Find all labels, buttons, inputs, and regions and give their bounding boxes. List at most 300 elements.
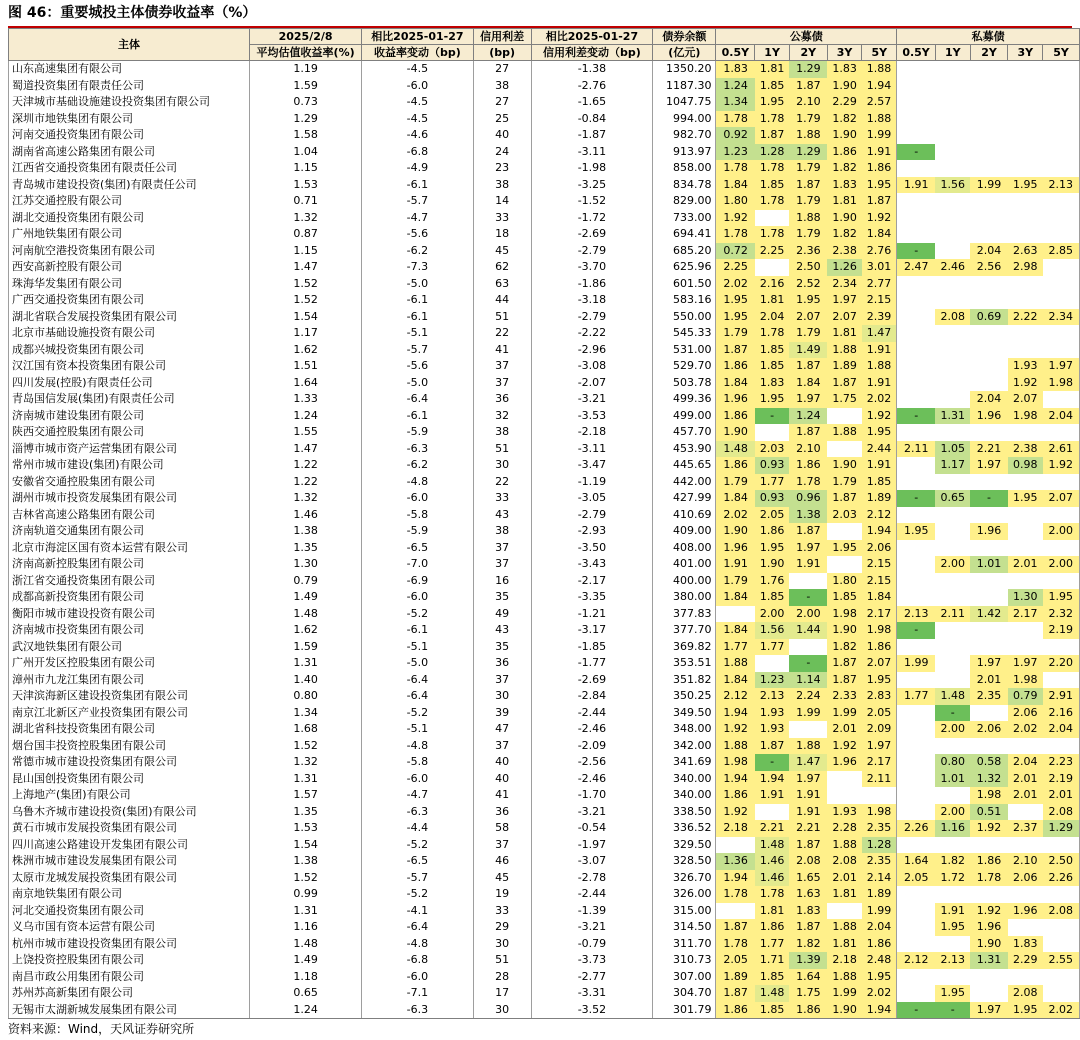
public-yield-0_5y-cell: 2.25 [716, 259, 755, 276]
public-yield-1y-cell: 1.85 [755, 1002, 790, 1019]
public-yield-3y-cell: 1.81 [827, 936, 862, 953]
spread-change-cell: -0.84 [531, 111, 652, 128]
credit-spread-cell: 38 [473, 177, 531, 194]
private-yield-5y-cell [1043, 639, 1080, 656]
private-yield-1y-cell: 2.08 [935, 309, 970, 326]
avg-yield-cell: 1.48 [249, 606, 361, 623]
avg-yield-cell: 1.35 [249, 540, 361, 557]
bond-balance-cell: 733.00 [653, 210, 716, 227]
bond-balance-cell: 342.00 [653, 738, 716, 755]
public-yield-5y-cell: 1.91 [862, 375, 897, 392]
private-yield-3y-cell [1008, 94, 1043, 111]
entity-name-cell: 天津滨海新区建设投资集团有限公司 [9, 688, 250, 705]
credit-spread-cell: 41 [473, 342, 531, 359]
avg-yield-cell: 1.17 [249, 325, 361, 342]
private-yield-0_5y-cell [897, 639, 936, 656]
credit-spread-cell: 30 [473, 457, 531, 474]
public-yield-5y-cell: 2.35 [862, 820, 897, 837]
public-yield-0_5y-cell: 2.02 [716, 276, 755, 293]
credit-spread-cell: 38 [473, 424, 531, 441]
private-yield-2y-cell [970, 969, 1008, 986]
public-yield-2y-cell: 1.87 [789, 358, 827, 375]
entity-name-cell: 常州市城市建设(集团)有限公司 [9, 457, 250, 474]
bond-balance-cell: 453.90 [653, 441, 716, 458]
public-yield-3y-cell: 1.90 [827, 210, 862, 227]
public-yield-1y-cell: 2.03 [755, 441, 790, 458]
header-yield-date: 2025/2/8 [249, 29, 361, 45]
public-yield-1y-cell: 1.94 [755, 771, 790, 788]
public-yield-2y-cell: 1.64 [789, 969, 827, 986]
spread-change-cell: -1.38 [531, 61, 652, 78]
private-yield-3y-cell: 2.06 [1008, 705, 1043, 722]
private-yield-2y-cell [970, 985, 1008, 1002]
yield-change-cell: -6.1 [362, 309, 473, 326]
private-yield-1y-cell: 2.11 [935, 606, 970, 623]
public-yield-3y-cell: 2.38 [827, 243, 862, 260]
credit-spread-cell: 19 [473, 886, 531, 903]
public-yield-1y-cell: 1.87 [755, 127, 790, 144]
private-yield-3y-cell: 2.10 [1008, 853, 1043, 870]
private-yield-3y-cell [1008, 507, 1043, 524]
private-yield-2y-cell [970, 276, 1008, 293]
public-yield-0_5y-cell: 1.88 [716, 655, 755, 672]
public-yield-2y-cell: 1.86 [789, 1002, 827, 1019]
public-yield-0_5y-cell: 1.88 [716, 738, 755, 755]
spread-change-cell: -2.07 [531, 375, 652, 392]
public-yield-1y-cell: 1.95 [755, 391, 790, 408]
public-yield-1y-cell: 0.93 [755, 457, 790, 474]
private-yield-3y-cell [1008, 474, 1043, 491]
public-yield-0_5y-cell: 1.24 [716, 78, 755, 95]
public-yield-2y-cell: 1.44 [789, 622, 827, 639]
private-yield-5y-cell: 2.01 [1043, 787, 1080, 804]
credit-spread-cell: 36 [473, 655, 531, 672]
private-yield-5y-cell [1043, 111, 1080, 128]
private-yield-5y-cell: 2.34 [1043, 309, 1080, 326]
private-yield-5y-cell [1043, 424, 1080, 441]
private-yield-0_5y-cell [897, 226, 936, 243]
entity-name-cell: 河南交通投资集团有限公司 [9, 127, 250, 144]
entity-name-cell: 昆山国创投资集团有限公司 [9, 771, 250, 788]
public-yield-1y-cell: 1.81 [755, 292, 790, 309]
private-yield-0_5y-cell [897, 804, 936, 821]
yield-change-cell: -4.1 [362, 903, 473, 920]
entity-name-cell: 上饶投资控股集团有限公司 [9, 952, 250, 969]
bond-balance-cell: 340.00 [653, 771, 716, 788]
public-yield-5y-cell: 1.92 [862, 210, 897, 227]
private-yield-1y-cell [935, 94, 970, 111]
credit-spread-cell: 51 [473, 952, 531, 969]
public-yield-2y-cell: 1.84 [789, 375, 827, 392]
public-yield-1y-cell: 2.16 [755, 276, 790, 293]
private-yield-5y-cell: 2.16 [1043, 705, 1080, 722]
avg-yield-cell: 1.52 [249, 738, 361, 755]
bond-balance-cell: 328.50 [653, 853, 716, 870]
private-yield-3y-cell [1008, 523, 1043, 540]
private-yield-3y-cell [1008, 919, 1043, 936]
private-yield-2y-cell: 2.04 [970, 243, 1008, 260]
credit-spread-cell: 36 [473, 391, 531, 408]
public-yield-3y-cell: 1.85 [827, 589, 862, 606]
spread-change-cell: -2.44 [531, 886, 652, 903]
public-yield-5y-cell: 1.86 [862, 936, 897, 953]
avg-yield-cell: 1.54 [249, 837, 361, 854]
credit-spread-cell: 18 [473, 226, 531, 243]
public-yield-0_5y-cell [716, 606, 755, 623]
private-yield-2y-cell: 1.90 [970, 936, 1008, 953]
private-yield-5y-cell: 2.20 [1043, 655, 1080, 672]
table-row [9, 243, 1080, 260]
private-yield-3y-cell: 1.93 [1008, 358, 1043, 375]
credit-spread-cell: 27 [473, 94, 531, 111]
public-yield-5y-cell: 2.11 [862, 771, 897, 788]
header-yield-change-label: 收益率变动（bp) [362, 45, 473, 61]
private-yield-2y-cell [970, 78, 1008, 95]
public-yield-0_5y-cell: 1.86 [716, 358, 755, 375]
header-spread-change-label: 信用利差变动（bp) [531, 45, 652, 61]
public-yield-2y-cell: 2.50 [789, 259, 827, 276]
private-yield-0_5y-cell: 1.64 [897, 853, 936, 870]
private-yield-0_5y-cell [897, 754, 936, 771]
header-balance-top: 债券余额 [653, 29, 716, 45]
public-yield-0_5y-cell: 1.84 [716, 177, 755, 194]
private-yield-5y-cell [1043, 259, 1080, 276]
public-yield-1y-cell: 1.85 [755, 78, 790, 95]
avg-yield-cell: 1.24 [249, 408, 361, 425]
private-yield-5y-cell: 2.04 [1043, 408, 1080, 425]
yield-change-cell: -5.2 [362, 606, 473, 623]
public-yield-1y-cell: 2.13 [755, 688, 790, 705]
public-yield-5y-cell: 1.47 [862, 325, 897, 342]
private-yield-0_5y-cell [897, 309, 936, 326]
private-yield-3y-cell [1008, 325, 1043, 342]
table-row [9, 193, 1080, 210]
public-yield-5y-cell: 2.02 [862, 391, 897, 408]
private-yield-1y-cell: 0.80 [935, 754, 970, 771]
yield-change-cell: -6.4 [362, 919, 473, 936]
private-yield-0_5y-cell [897, 342, 936, 359]
yield-change-cell: -6.9 [362, 573, 473, 590]
public-yield-5y-cell: 2.04 [862, 919, 897, 936]
table-row [9, 177, 1080, 194]
table-row [9, 853, 1080, 870]
spread-change-cell: -2.76 [531, 78, 652, 95]
private-yield-0_5y-cell [897, 969, 936, 986]
header-pri-tenor-3: 3Y [1008, 45, 1043, 61]
header-pub-tenor-0: 0.5Y [716, 45, 755, 61]
public-yield-5y-cell: 2.39 [862, 309, 897, 326]
table-row [9, 441, 1080, 458]
table-row [9, 144, 1080, 161]
public-yield-1y-cell: 1.81 [755, 903, 790, 920]
bond-balance-cell: 445.65 [653, 457, 716, 474]
public-yield-2y-cell: 1.29 [789, 61, 827, 78]
public-yield-2y-cell: 1.79 [789, 226, 827, 243]
public-yield-2y-cell: 1.79 [789, 111, 827, 128]
avg-yield-cell: 1.32 [249, 490, 361, 507]
public-yield-5y-cell: 2.09 [862, 721, 897, 738]
header-entity: 主体 [9, 29, 250, 61]
table-row [9, 639, 1080, 656]
public-yield-2y-cell: 1.86 [789, 457, 827, 474]
credit-spread-cell: 43 [473, 622, 531, 639]
private-yield-3y-cell [1008, 804, 1043, 821]
entity-name-cell: 北京市海淀区国有资本运营有限公司 [9, 540, 250, 557]
public-yield-2y-cell: 1.38 [789, 507, 827, 524]
public-yield-5y-cell: 1.95 [862, 424, 897, 441]
spread-change-cell: -3.11 [531, 144, 652, 161]
entity-name-cell: 湖北交通投资集团有限公司 [9, 210, 250, 227]
public-yield-2y-cell: 1.39 [789, 952, 827, 969]
private-yield-1y-cell: - [935, 705, 970, 722]
entity-name-cell: 江西省交通投资集团有限责任公司 [9, 160, 250, 177]
public-yield-3y-cell [827, 787, 862, 804]
public-yield-0_5y-cell: 1.92 [716, 721, 755, 738]
bond-balance-cell: 310.73 [653, 952, 716, 969]
bond-balance-cell: 340.00 [653, 787, 716, 804]
spread-change-cell: -2.79 [531, 507, 652, 524]
private-yield-5y-cell [1043, 969, 1080, 986]
avg-yield-cell: 1.19 [249, 61, 361, 78]
public-yield-3y-cell [827, 523, 862, 540]
entity-name-cell: 成都高新投资集团有限公司 [9, 589, 250, 606]
private-yield-3y-cell [1008, 573, 1043, 590]
credit-spread-cell: 33 [473, 903, 531, 920]
entity-name-cell: 乌鲁木齐城市建设投资(集团)有限公司 [9, 804, 250, 821]
private-yield-1y-cell: 1.56 [935, 177, 970, 194]
private-yield-2y-cell [970, 474, 1008, 491]
private-yield-5y-cell [1043, 325, 1080, 342]
yield-change-cell: -5.6 [362, 226, 473, 243]
public-yield-1y-cell [755, 804, 790, 821]
spread-change-cell: -2.56 [531, 754, 652, 771]
private-yield-2y-cell: - [970, 490, 1008, 507]
private-yield-5y-cell [1043, 474, 1080, 491]
entity-name-cell: 杭州市城市建设投资集团有限公司 [9, 936, 250, 953]
spread-change-cell: -2.46 [531, 771, 652, 788]
private-yield-3y-cell: 2.07 [1008, 391, 1043, 408]
public-yield-3y-cell: 1.99 [827, 705, 862, 722]
public-yield-1y-cell: 1.95 [755, 540, 790, 557]
credit-spread-cell: 51 [473, 441, 531, 458]
private-yield-5y-cell: 1.98 [1043, 375, 1080, 392]
spread-change-cell: -1.87 [531, 127, 652, 144]
yield-change-cell: -4.8 [362, 474, 473, 491]
private-yield-1y-cell [935, 111, 970, 128]
header-pub-tenor-2: 2Y [789, 45, 827, 61]
public-yield-5y-cell: 2.15 [862, 292, 897, 309]
private-yield-2y-cell [970, 424, 1008, 441]
private-yield-0_5y-cell [897, 160, 936, 177]
entity-name-cell: 河北交通投资集团有限公司 [9, 903, 250, 920]
private-yield-1y-cell [935, 738, 970, 755]
public-yield-3y-cell: 1.90 [827, 78, 862, 95]
public-yield-0_5y-cell: 1.78 [716, 160, 755, 177]
public-yield-1y-cell: 1.93 [755, 721, 790, 738]
bond-balance-cell: 341.69 [653, 754, 716, 771]
private-yield-3y-cell [1008, 622, 1043, 639]
private-yield-2y-cell: 1.31 [970, 952, 1008, 969]
credit-spread-cell: 33 [473, 210, 531, 227]
private-yield-3y-cell: 2.17 [1008, 606, 1043, 623]
header-pri-tenor-2: 2Y [970, 45, 1008, 61]
private-yield-1y-cell [935, 622, 970, 639]
yield-table [8, 28, 1080, 1019]
yield-table-wrapper [8, 28, 1080, 1019]
public-yield-2y-cell: 2.10 [789, 94, 827, 111]
private-yield-1y-cell [935, 375, 970, 392]
credit-spread-cell: 30 [473, 1002, 531, 1019]
public-yield-5y-cell: 2.57 [862, 94, 897, 111]
credit-spread-cell: 62 [473, 259, 531, 276]
bond-balance-cell: 457.70 [653, 424, 716, 441]
private-yield-3y-cell: 1.98 [1008, 408, 1043, 425]
private-yield-5y-cell [1043, 160, 1080, 177]
avg-yield-cell: 1.48 [249, 936, 361, 953]
private-yield-2y-cell [970, 589, 1008, 606]
public-yield-0_5y-cell: 1.96 [716, 540, 755, 557]
credit-spread-cell: 27 [473, 61, 531, 78]
public-yield-5y-cell: 1.84 [862, 226, 897, 243]
private-yield-5y-cell: 2.23 [1043, 754, 1080, 771]
yield-change-cell: -6.4 [362, 688, 473, 705]
private-yield-1y-cell: 1.16 [935, 820, 970, 837]
public-yield-3y-cell: 2.34 [827, 276, 862, 293]
avg-yield-cell: 1.31 [249, 771, 361, 788]
avg-yield-cell: 1.49 [249, 952, 361, 969]
public-yield-3y-cell: 1.75 [827, 391, 862, 408]
private-yield-5y-cell: 1.92 [1043, 457, 1080, 474]
public-yield-2y-cell: 1.91 [789, 804, 827, 821]
yield-change-cell: -6.8 [362, 952, 473, 969]
bond-balance-cell: 311.70 [653, 936, 716, 953]
public-yield-0_5y-cell: 1.94 [716, 771, 755, 788]
spread-change-cell: -1.65 [531, 94, 652, 111]
public-yield-0_5y-cell: 1.86 [716, 1002, 755, 1019]
spread-change-cell: -1.86 [531, 276, 652, 293]
public-yield-1y-cell: 2.21 [755, 820, 790, 837]
avg-yield-cell: 0.65 [249, 985, 361, 1002]
public-yield-1y-cell: 1.83 [755, 375, 790, 392]
private-yield-5y-cell: 2.19 [1043, 622, 1080, 639]
private-yield-3y-cell: 2.01 [1008, 556, 1043, 573]
private-yield-1y-cell [935, 886, 970, 903]
public-yield-2y-cell: 1.47 [789, 754, 827, 771]
yield-change-cell: -5.2 [362, 705, 473, 722]
avg-yield-cell: 1.52 [249, 292, 361, 309]
private-yield-2y-cell: 2.04 [970, 391, 1008, 408]
private-yield-3y-cell [1008, 639, 1043, 656]
private-yield-1y-cell [935, 523, 970, 540]
table-row [9, 622, 1080, 639]
public-yield-1y-cell: 1.85 [755, 969, 790, 986]
private-yield-3y-cell: 1.30 [1008, 589, 1043, 606]
private-yield-5y-cell [1043, 672, 1080, 689]
yield-change-cell: -4.7 [362, 787, 473, 804]
private-yield-1y-cell [935, 358, 970, 375]
public-yield-3y-cell: 2.01 [827, 721, 862, 738]
public-yield-2y-cell: 1.91 [789, 787, 827, 804]
public-yield-5y-cell: 1.95 [862, 969, 897, 986]
table-body [9, 61, 1080, 1019]
bond-balance-cell: 377.70 [653, 622, 716, 639]
spread-change-cell: -2.79 [531, 309, 652, 326]
spread-change-cell: -3.43 [531, 556, 652, 573]
public-yield-0_5y-cell: 1.87 [716, 985, 755, 1002]
entity-name-cell: 安徽省交通控股集团有限公司 [9, 474, 250, 491]
private-yield-1y-cell: 1.48 [935, 688, 970, 705]
private-yield-1y-cell [935, 276, 970, 293]
spread-change-cell: -1.21 [531, 606, 652, 623]
public-yield-5y-cell: 1.84 [862, 589, 897, 606]
private-yield-2y-cell [970, 160, 1008, 177]
table-row [9, 919, 1080, 936]
private-yield-3y-cell [1008, 738, 1043, 755]
private-yield-0_5y-cell [897, 78, 936, 95]
private-yield-5y-cell [1043, 61, 1080, 78]
public-yield-2y-cell: 1.91 [789, 556, 827, 573]
public-yield-1y-cell: 0.93 [755, 490, 790, 507]
public-yield-3y-cell: 1.96 [827, 754, 862, 771]
public-yield-2y-cell: 1.78 [789, 474, 827, 491]
public-yield-1y-cell: 1.90 [755, 556, 790, 573]
avg-yield-cell: 1.31 [249, 655, 361, 672]
credit-spread-cell: 35 [473, 639, 531, 656]
public-yield-5y-cell: 2.14 [862, 870, 897, 887]
table-row [9, 325, 1080, 342]
public-yield-0_5y-cell: 1.84 [716, 622, 755, 639]
credit-spread-cell: 47 [473, 721, 531, 738]
private-yield-2y-cell: 1.32 [970, 771, 1008, 788]
private-yield-0_5y-cell [897, 540, 936, 557]
private-yield-2y-cell [970, 738, 1008, 755]
table-row [9, 804, 1080, 821]
entity-name-cell: 济南城市建设集团有限公司 [9, 408, 250, 425]
entity-name-cell: 上海地产(集团)有限公司 [9, 787, 250, 804]
yield-change-cell: -6.0 [362, 490, 473, 507]
private-yield-0_5y-cell: 2.47 [897, 259, 936, 276]
spread-change-cell: -3.05 [531, 490, 652, 507]
private-yield-0_5y-cell: - [897, 1002, 936, 1019]
private-yield-0_5y-cell [897, 771, 936, 788]
private-yield-3y-cell: 0.79 [1008, 688, 1043, 705]
bond-balance-cell: 349.50 [653, 705, 716, 722]
bond-balance-cell: 583.16 [653, 292, 716, 309]
spread-change-cell: -2.79 [531, 243, 652, 260]
private-yield-1y-cell [935, 127, 970, 144]
public-yield-5y-cell: 1.86 [862, 160, 897, 177]
entity-name-cell: 济南城市投资集团有限公司 [9, 622, 250, 639]
private-yield-2y-cell [970, 111, 1008, 128]
private-yield-1y-cell: 1.95 [935, 919, 970, 936]
bond-balance-cell: 531.00 [653, 342, 716, 359]
public-yield-1y-cell: 1.85 [755, 177, 790, 194]
table-row [9, 688, 1080, 705]
public-yield-3y-cell: 2.29 [827, 94, 862, 111]
private-yield-5y-cell: 2.85 [1043, 243, 1080, 260]
public-yield-5y-cell: 2.44 [862, 441, 897, 458]
spread-change-cell: -3.47 [531, 457, 652, 474]
spread-change-cell: -1.19 [531, 474, 652, 491]
private-yield-1y-cell: 2.00 [935, 804, 970, 821]
public-yield-5y-cell: 1.89 [862, 886, 897, 903]
public-yield-3y-cell: 2.33 [827, 688, 862, 705]
public-yield-0_5y-cell: 1.36 [716, 853, 755, 870]
private-yield-0_5y-cell [897, 886, 936, 903]
spread-change-cell: -1.98 [531, 160, 652, 177]
public-yield-2y-cell: 2.24 [789, 688, 827, 705]
public-yield-5y-cell: 2.02 [862, 985, 897, 1002]
